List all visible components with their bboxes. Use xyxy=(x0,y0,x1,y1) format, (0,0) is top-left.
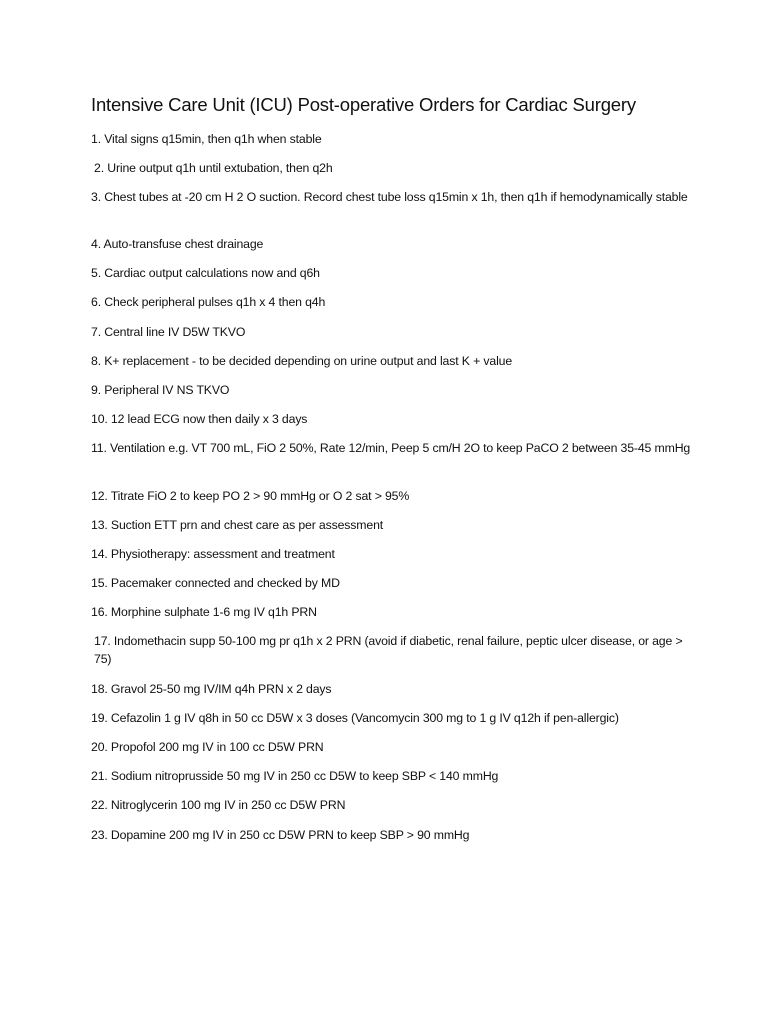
order-item-16: 16. Morphine sulphate 1-6 mg IV q1h PRN xyxy=(91,605,317,619)
order-item-1: 1. Vital signs q15min, then q1h when stable xyxy=(91,132,322,146)
order-item-7: 7. Central line IV D5W TKVO xyxy=(91,325,246,339)
order-item-2: 2. Urine output q1h until extubation, then q2h xyxy=(94,161,333,175)
order-item-22: 22. Nitroglycerin 100 mg IV in 250 cc D5W PRN xyxy=(91,798,346,812)
order-item-8: 8. K+ replacement - to be decided depending on urine output and last K + value xyxy=(91,354,513,368)
order-item-12: 12. Titrate FiO 2 to keep PO 2 > 90 mmHg or O 2 sat > 95% xyxy=(91,489,410,503)
order-item-21: 21. Sodium nitroprusside 50 mg IV in 250 cc D5W to keep SBP < 140 mmHg xyxy=(91,769,499,783)
order-item-3: 3. Chest tubes at -20 cm H 2 O suction. Record chest tube loss q15min x 1h, then q1h if hemodynamically stable xyxy=(91,190,688,204)
order-item-11: 11. Ventilation e.g. VT 700 mL, FiO 2 50%, Rate 12/min, Peep 5 cm/H 2O to keep PaCO 2 between 35-45 mmHg xyxy=(91,441,691,455)
order-item-23: 23. Dopamine 200 mg IV in 250 cc D5W PRN to keep SBP > 90 mmHg xyxy=(91,828,470,842)
order-item-5: 5. Cardiac output calculations now and q6h xyxy=(91,266,320,280)
order-item-20: 20. Propofol 200 mg IV in 100 cc D5W PRN xyxy=(91,740,324,754)
order-item-14: 14. Physiotherapy: assessment and treatment xyxy=(91,547,335,561)
order-item-10: 10. 12 lead ECG now then daily x 3 days xyxy=(91,412,308,426)
order-item-4: 4. Auto-transfuse chest drainage xyxy=(91,237,264,251)
order-item-18: 18. Gravol 25-50 mg IV/IM q4h PRN x 2 days xyxy=(91,682,332,696)
order-item-15: 15. Pacemaker connected and checked by MD xyxy=(91,576,340,590)
order-item-19: 19. Cefazolin 1 g IV q8h in 50 cc D5W x 3 doses (Vancomycin 300 mg to 1 g IV q12h if pen-allergic) xyxy=(91,711,619,725)
document-title: Intensive Care Unit (ICU) Post-operative Orders for Cardiac Surgery xyxy=(91,94,636,115)
order-item-9: 9. Peripheral IV NS TKVO xyxy=(91,383,230,397)
order-item-17: 17. Indomethacin supp 50-100 mg pr q1h x 2 PRN (avoid if diabetic, renal failure, peptic ulcer disease, or age > 75) xyxy=(94,634,683,666)
order-item-13: 13. Suction ETT prn and chest care as per assessment xyxy=(91,518,384,532)
order-item-6: 6. Check peripheral pulses q1h x 4 then q4h xyxy=(91,295,326,309)
